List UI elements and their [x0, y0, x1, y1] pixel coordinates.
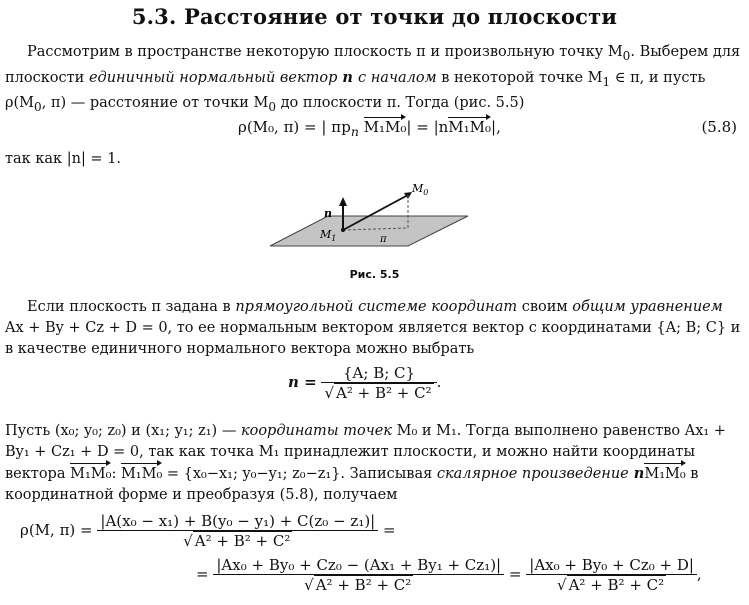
label-m1: $M_1$ [320, 228, 337, 243]
label-m0: $M_0$ [412, 182, 429, 197]
paragraph-unit-norm: так как |n| = 1. [5, 151, 122, 167]
paragraph-general-equation: Если плоскость π задана в прямоугольной системе координат своим общим уравнением Ax + By + Cz + D = 0, то ее нормальным вектором является вектор с координатами {A; B; C} и в качестве единичного нормального вектора можно выбрать [5, 299, 741, 357]
paragraph-coordinates: Пусть (x₀; y₀; z₀) и (x₁; y₁; z₁) — координаты точек M₀ и M₁. Тогда выполнено равенство Ax₁ + By₁ + Cz₁ + D = 0, так как точка M₁ принадлежит плоскости, и можно найти координаты вектора M₁M₀: M₁M₀ = {x₀−x₁; y₀−y₁; z₀−z₁}. Записывая скалярное произведение nM₁M₀ в координатной форме и преобразуя (5.8), получаем [5, 423, 726, 503]
label-n: n [324, 207, 332, 220]
equation-5-8: ρ(M₀, π) = | $пр_n$ M₁M₀| = |nM₁M₀|, [238, 118, 501, 139]
section-title: 5.3. Расстояние от точки до плоскости [131, 4, 618, 29]
equation-distance-line1: ρ(M, π) = $\frac{\text{|A(x₀ − x₁) + B(y₀ − y₁) + C(z₀ − z₁)|}}{\text{√ A² + B² + C²}}$ = [20, 512, 396, 550]
vector-m1m0-second: M₁M₀ [448, 118, 492, 136]
equation-unit-normal: n = $\frac{\{A; B; C\}}{\text{√ A² + B² + C²}}$ . [288, 364, 442, 402]
equation-number: (5.8) [701, 118, 737, 136]
label-pi: π [380, 234, 387, 245]
paragraph-intro: Рассмотрим в пространстве некоторую плоскость π и произвольную точку $M_0$. Выберем для плоскости единичный нормальный вектор n с началом в некоторой точке $M_1$ ∈ π, и пусть $\rho(M_0$, π) — расстояние от точки $M_0$ до плоскости π. Тогда (рис. 5.5) [5, 44, 741, 114]
figure-5-5 [268, 178, 478, 268]
plane-shape [270, 216, 468, 246]
vector-m1m0: M₁M₀ [363, 118, 407, 136]
equation-distance-line2: = $\frac{\text{|Ax₀ + By₀ + Cz₀ − (Ax₁ + By₁ + Cz₁)|}}{\text{√ A² + B² + C²}}$ = $\frac{\text{|Ax₀ + By₀ + Cz₀ + D|}}{\text{√ A² + B² + C²}}$ , [196, 556, 702, 594]
figure-caption: Рис. 5.5 [349, 268, 400, 281]
